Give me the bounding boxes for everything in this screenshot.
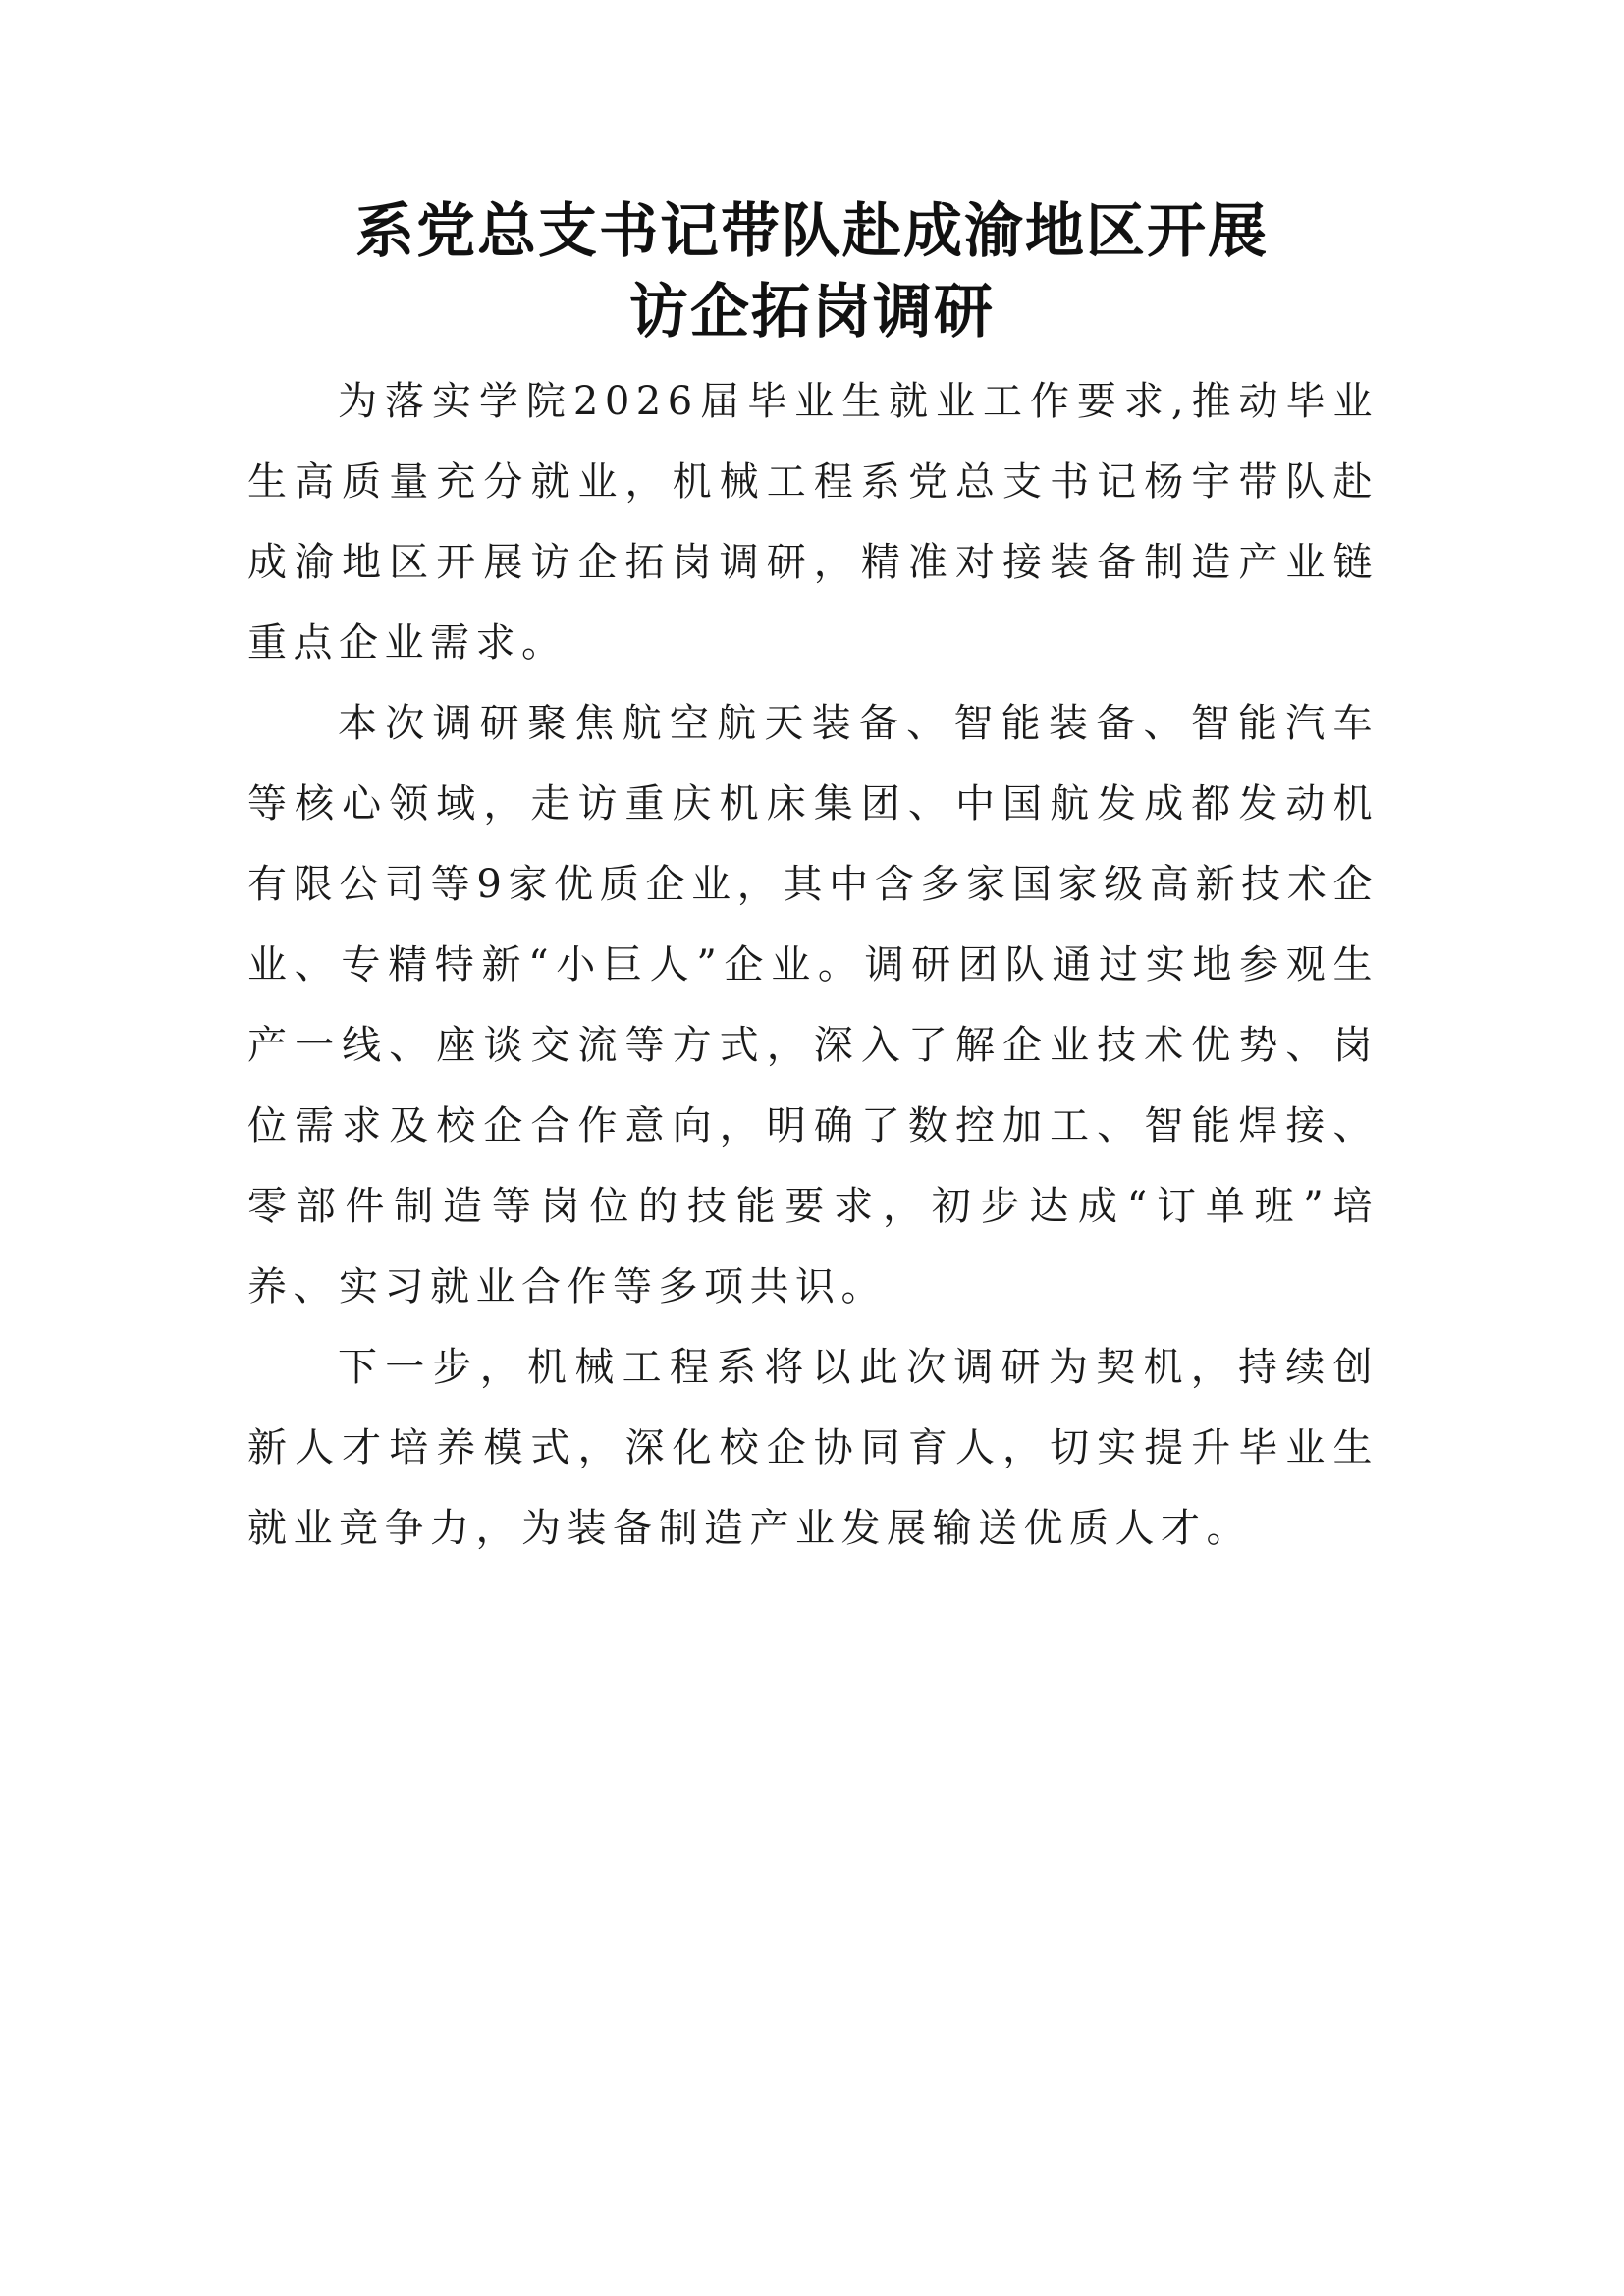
paragraph-2: 本次调研聚焦航空航天装备、智能装备、智能汽车等核心领域，走访重庆机床集团、中国航发成都发动机有限公司等9家优质企业，其中含多家国家级高新技术企业、专精特新“小巨人”企业。调研团队通过实地参观生产一线、座谈交流等方式，深入了解企业技术优势、岗位需求及校企合作意向，明确了数控加工、智能焊接、零部件制造等岗位的技能要求，初步达成“订单班”培养、实习就业合作等多项共识。 (247, 701, 1379, 1309)
title-line-2: 访企拓岗调研 (629, 278, 995, 347)
document-body (247, 361, 1379, 1569)
paragraph-3: 下一步，机械工程系将以此次调研为契机，持续创新人才培养模式，深化校企协同育人，切实提升毕业生就业竞争力，为装备制造产业发展输送优质人才。 (247, 1345, 1379, 1551)
paragraph-1: 为落实学院2026届毕业生就业工作要求,推动毕业生高质量充分就业，机械工程系党总支书记杨宇带队赴成渝地区开展访企拓岗调研，精准对接装备制造产业链重点企业需求。 (247, 379, 1379, 666)
title-line-1: 系党总支书记带队赴成渝地区开展 (355, 197, 1269, 266)
document-title (0, 191, 1624, 352)
